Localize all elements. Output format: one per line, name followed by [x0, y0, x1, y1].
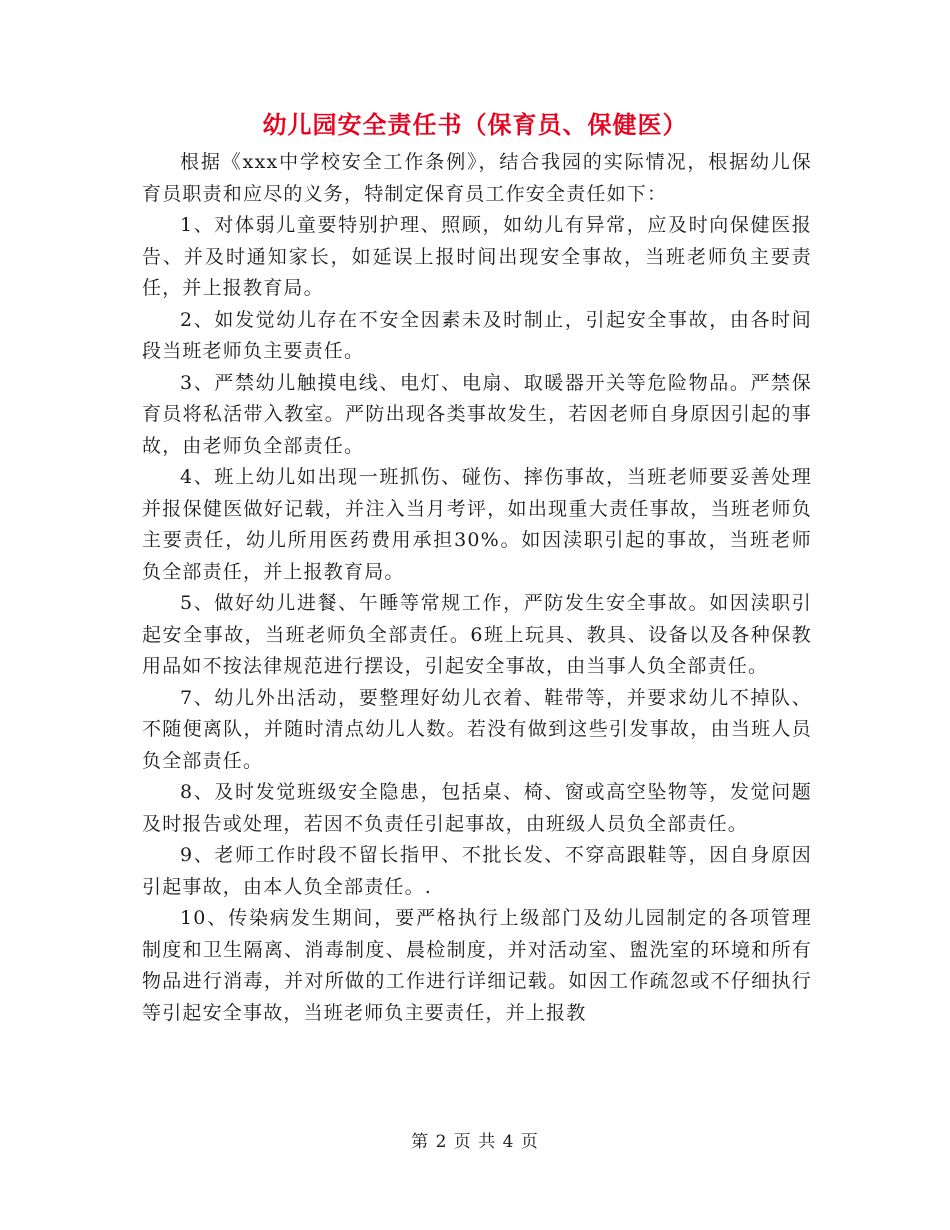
paragraph-item-8: 8、及时发觉班级安全隐患，包括桌、椅、窗或高空坠物等，发觉问题及时报告或处理，若因不负责任引起事故，由班级人员负全部责任。	[142, 781, 812, 835]
paragraph-item-1: 1、对体弱儿童要特别护理、照顾，如幼儿有异常，应及时向保健医报告、并及时通知家长，如延误上报时间出现安全事故，当班老师负主要责任，并上报教育局。	[142, 214, 812, 299]
document-title: 幼儿园安全责任书（保育员、保健医）	[262, 110, 688, 139]
document-body	[142, 147, 812, 1029]
page-number-footer: 第 2 页 共 4 页	[411, 1132, 539, 1152]
paragraph-item-10: 10、传染病发生期间，要严格执行上级部门及幼儿园制定的各项管理制度和卫生隔离、消毒制度、晨检制度，并对活动室、盥洗室的环境和所有物品进行消毒，并对所做的工作进行详细记载。如因工作疏忽或不仔细执行等引起安全事故，当班老师负主要责任，并上报教	[142, 907, 812, 1024]
paragraph-item-3: 3、严禁幼儿触摸电线、电灯、电扇、取暖器开关等危险物品。严禁保育员将私活带入教室。严防出现各类事故发生，若因老师自身原因引起的事故，由老师负全部责任。	[142, 371, 812, 457]
paragraph-item-9: 9、老师工作时段不留长指甲、不批长发、不穿高跟鞋等，因自身原因引起事故，由本人负全部责任。.	[142, 844, 812, 898]
paragraph-intro: 根据《xxx中学校安全工作条例》，结合我园的实际情况，根据幼儿保育员职责和应尽的义务，特制定保育员工作安全责任如下：	[142, 151, 812, 205]
paragraph-item-7: 7、幼儿外出活动，要整理好幼儿衣着、鞋带等，并要求幼儿不掉队、不随便离队，并随时清点幼儿人数。若没有做到这些引发事故，由当班人员负全部责任。	[142, 686, 812, 772]
paragraph-item-5-6: 5、做好幼儿进餐、午睡等常规工作，严防发生安全事故。如因渎职引起安全事故，当班老师负全部责任。6班上玩具、教具、设备以及各种保教用品如不按法律规范进行摆设，引起安全事故，由当事人负全部责任。	[142, 592, 812, 677]
paragraph-item-4: 4、班上幼儿如出现一班抓伤、碰伤、摔伤事故，当班老师要妥善处理并报保健医做好记载，并注入当月考评，如出现重大责任事故，当班老师负主要责任，幼儿所用医药费用承担30%。如因渎职引起的事故，当班老师负全部责任，并上报教育局。	[142, 466, 812, 583]
paragraph-item-2: 2、如发觉幼儿存在不安全因素未及时制止，引起安全事故，由各时间段当班老师负主要责任。	[142, 308, 812, 362]
